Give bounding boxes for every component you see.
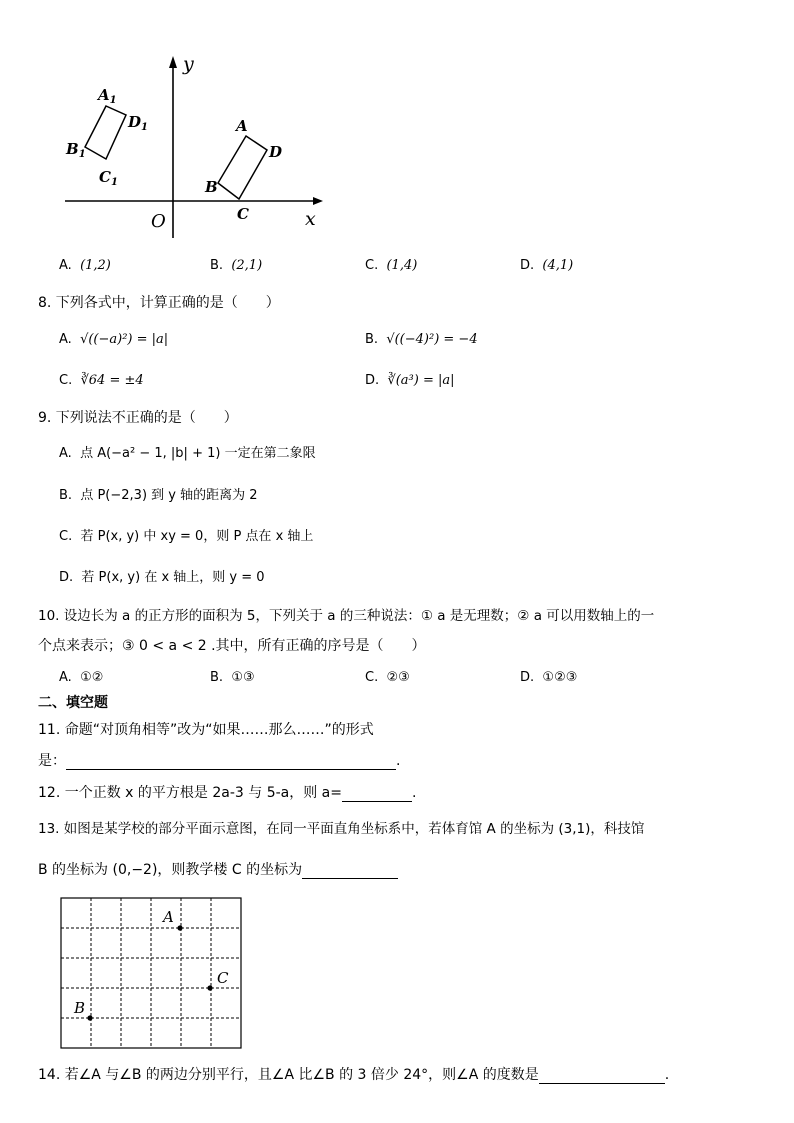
axis-y-label: y	[183, 53, 194, 75]
label-d1: $D_1$	[128, 113, 148, 133]
q14-text: 14. 若∠A 与∠B 的两边分别平行，且∠A 比∠B 的 3 倍少 24°，则∠A 的度数是	[38, 1067, 539, 1083]
q10-line1: 10. 设边长为 a 的正方形的面积为 5，下列关于 a 的三种说法：① a 是无理数；② a 可以用数轴上的一	[38, 608, 655, 624]
label-c1: $C_1$	[99, 168, 118, 188]
q8-option-a: A. √((−a)²) = |a|	[59, 332, 169, 347]
q8-option-c: C. ∛64 = ±4	[59, 373, 144, 388]
q11-line2	[38, 752, 400, 770]
q13-text: B 的坐标为 (0,−2)，则教学楼 C 的坐标为	[38, 862, 303, 878]
q12-answer-blank[interactable]	[342, 787, 412, 802]
x-axis-arrow	[313, 197, 323, 205]
q9-option-a: A. 点 A(−a² − 1, |b| + 1) 一定在第二象限	[59, 446, 316, 461]
label-b: B	[205, 178, 218, 196]
grid-label-b: B	[74, 999, 86, 1017]
school-map-grid	[58, 895, 244, 1051]
q13-line2	[38, 861, 398, 879]
rectangle-abcd	[218, 136, 267, 199]
q8-option-b: B. √((−4)²) = −4	[365, 332, 478, 347]
section-title: 二、填空题	[38, 695, 108, 711]
grid-label-a: A	[163, 908, 174, 926]
label-b1: $B_1$	[66, 140, 86, 160]
q13-answer-blank[interactable]	[302, 864, 398, 879]
axis-x-label: x	[305, 208, 316, 230]
q12-line	[38, 784, 416, 802]
origin-label: O	[151, 211, 166, 232]
q10-option-b: B. ①③	[210, 670, 255, 685]
q9-option-c: C. 若 P(x, y) 中 xy = 0，则 P 点在 x 轴上	[59, 529, 314, 544]
q12-end: .	[412, 785, 417, 801]
q7-option-d: D. (4,1)	[520, 258, 574, 273]
q9-option-d: D. 若 P(x, y) 在 x 轴上，则 y = 0	[59, 570, 265, 585]
q12-text: 12. 一个正数 x 的平方根是 2a-3 与 5-a，则 a=	[38, 785, 342, 801]
q14-line	[38, 1066, 669, 1084]
q13-line1: 13. 如图是某学校的部分平面示意图，在同一平面直角坐标系中，若体育馆 A 的坐标为 (3,1)，科技馆	[38, 821, 645, 837]
q11-line1: 11. 命题“对顶角相等”改为“如果……那么……”的形式	[38, 722, 374, 738]
q9-option-b: B. 点 P(−2,3) 到 y 轴的距离为 2	[59, 488, 258, 503]
q9-stem: 9. 下列说法不正确的是（ ）	[38, 410, 238, 426]
label-c: C	[237, 205, 249, 223]
point-c	[207, 985, 212, 990]
coordinate-figure	[55, 50, 395, 250]
q10-option-d: D. ①②③	[520, 670, 578, 685]
q14-answer-blank[interactable]	[539, 1069, 665, 1084]
q10-option-a: A. ①②	[59, 670, 104, 685]
q8-option-d: D. ∛(a³) = |a|	[365, 373, 455, 388]
point-b	[87, 1015, 92, 1020]
q8-stem: 8. 下列各式中，计算正确的是（ ）	[38, 295, 280, 311]
q14-end: .	[664, 1067, 670, 1083]
label-a: A	[236, 117, 248, 135]
q11-prefix: 是：	[38, 753, 66, 769]
q11-answer-blank[interactable]	[66, 755, 396, 770]
q7-option-a: A. (1,2)	[59, 258, 111, 273]
q11-end: .	[396, 753, 401, 769]
q10-line2: 个点来表示；③ 0 < a < 2 .其中，所有正确的序号是（ ）	[38, 638, 426, 654]
q7-option-c: C. (1,4)	[365, 258, 418, 273]
label-d: D	[269, 143, 283, 161]
grid-label-c: C	[217, 969, 229, 987]
label-a1: $A_1$	[98, 86, 117, 106]
point-a	[177, 925, 182, 930]
rectangle-a1b1c1d1	[85, 106, 126, 159]
y-axis-arrow	[169, 56, 177, 68]
q10-option-c: C. ②③	[365, 670, 410, 685]
q7-option-b: B. (2,1)	[210, 258, 263, 273]
